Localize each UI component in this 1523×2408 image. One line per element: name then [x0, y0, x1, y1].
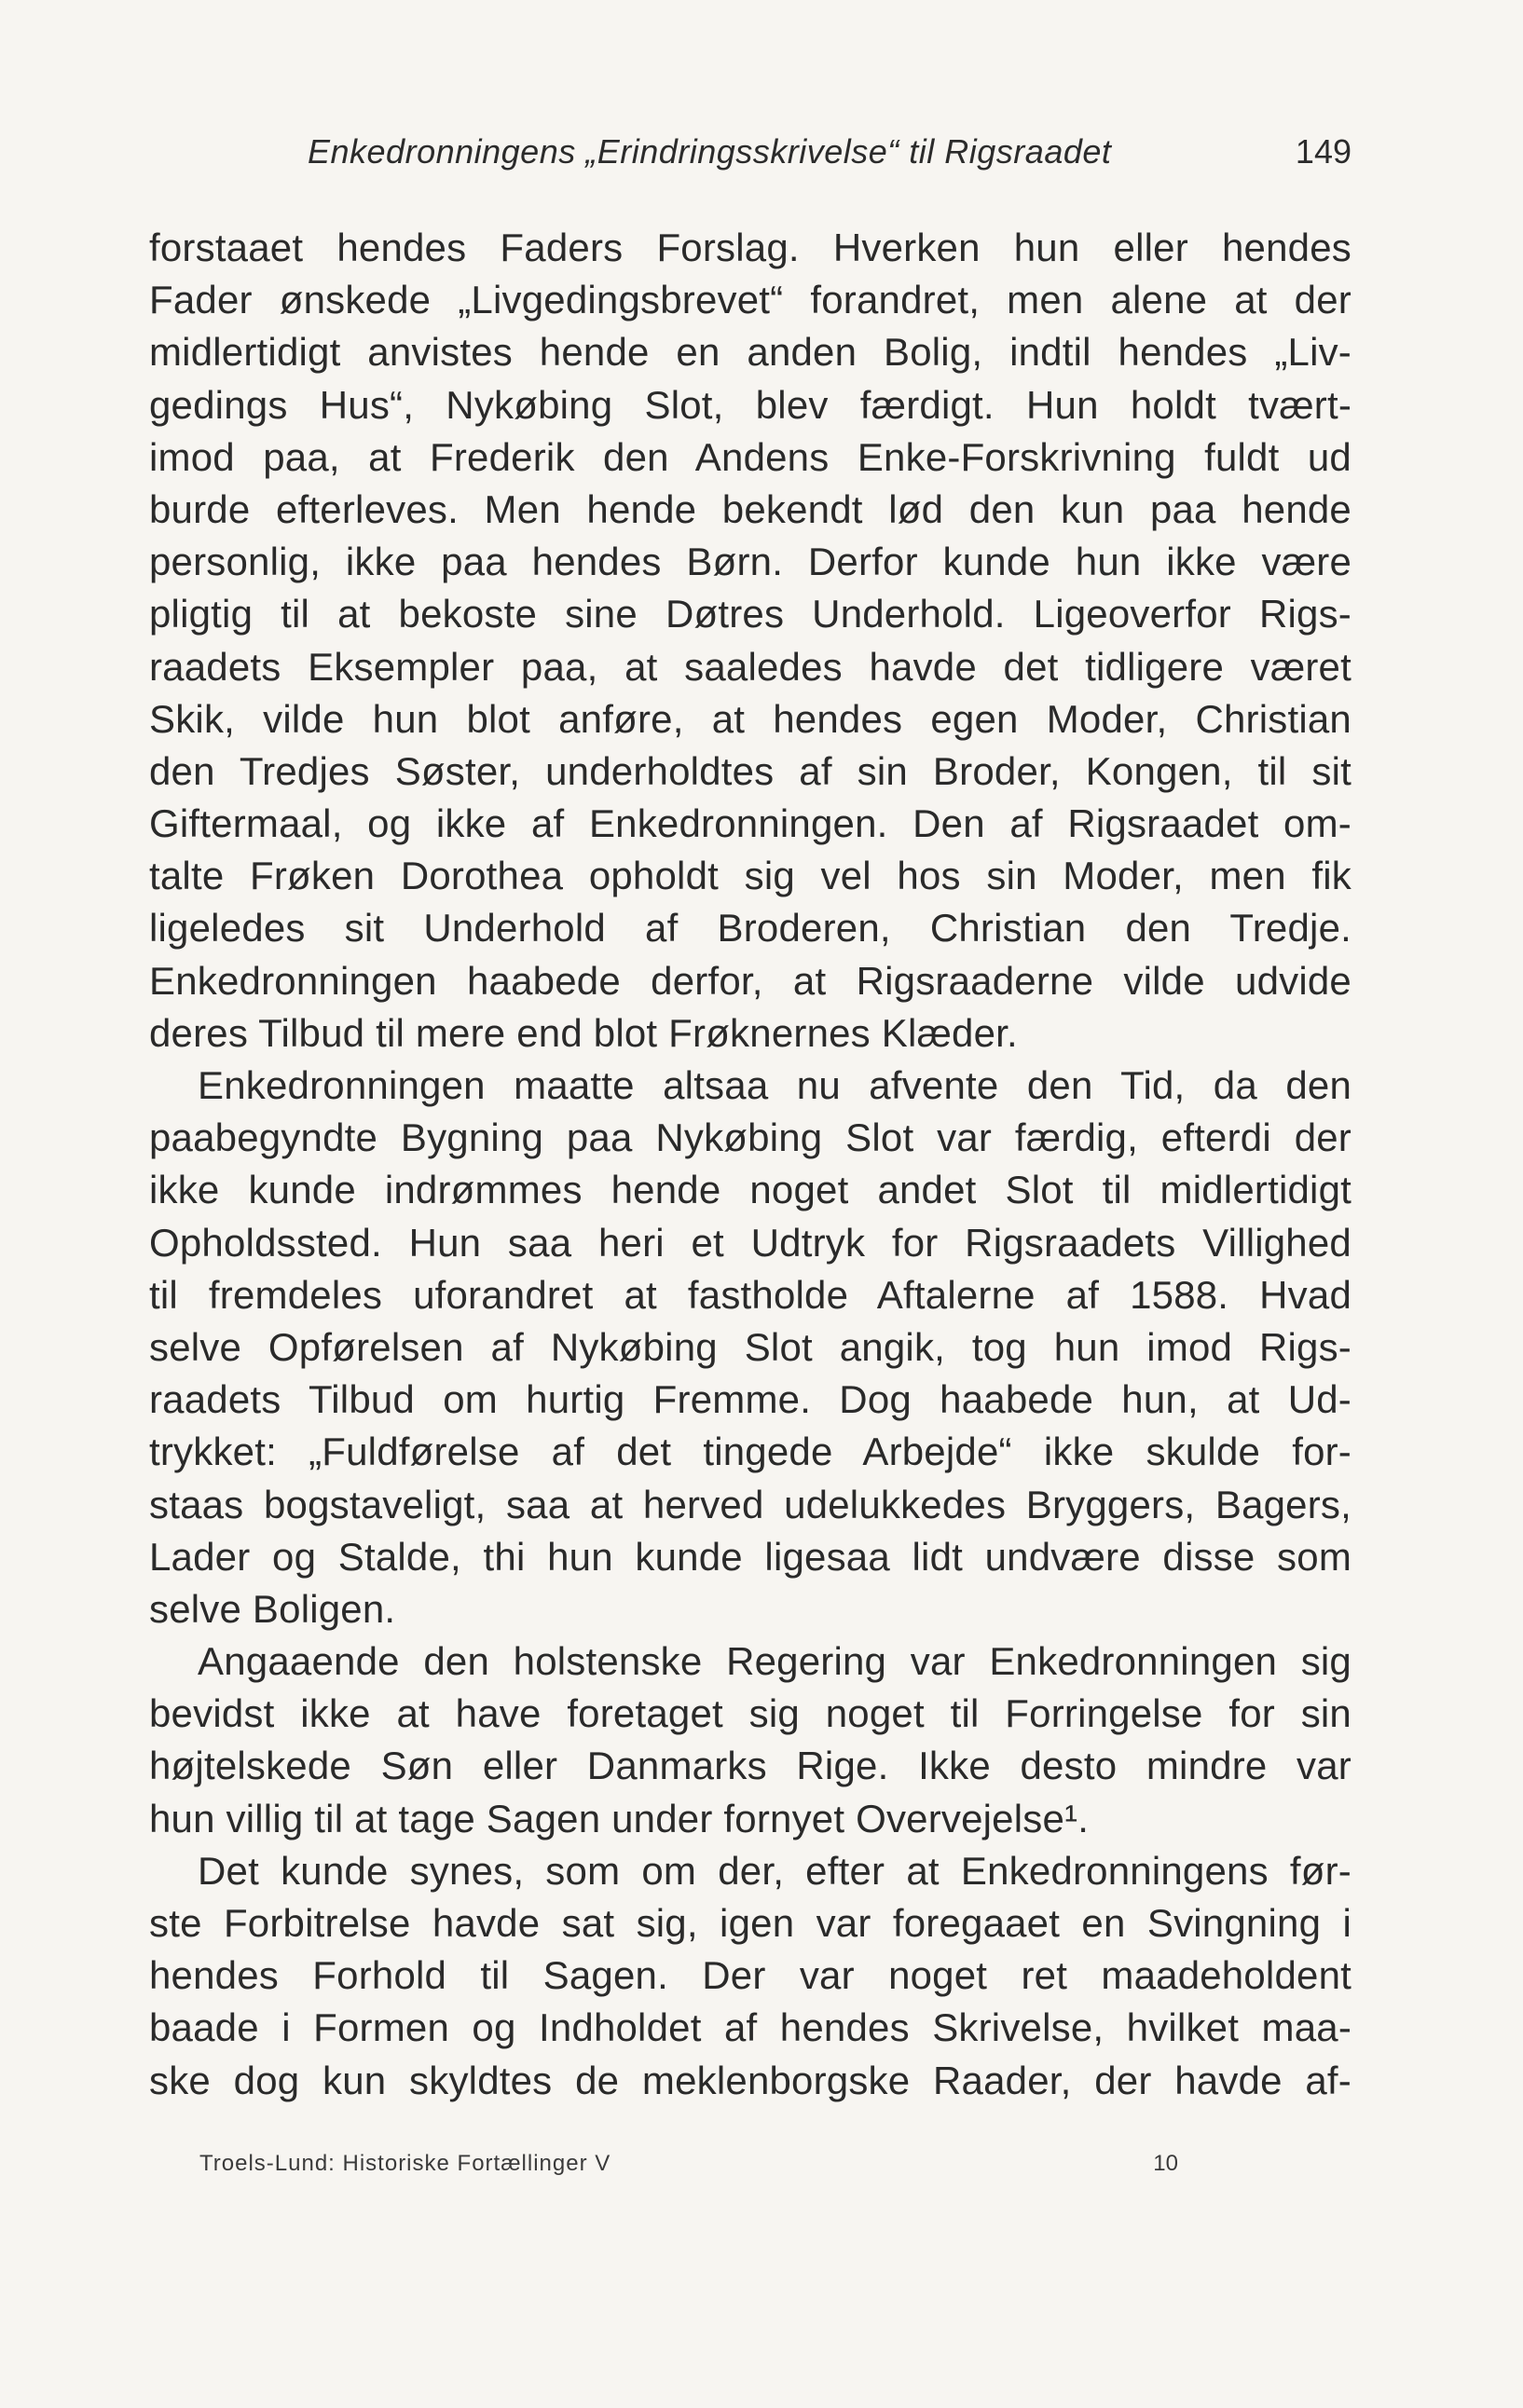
page-number: 149 [1295, 132, 1351, 171]
footer [199, 2151, 1178, 2184]
text-line: ikke kunde indrømmes hende noget andet Slot til midlertidigt [149, 1168, 1351, 1212]
text-line: selve Opførelsen af Nykøbing Slot angik, tog hun imod Rigs- [149, 1324, 1351, 1369]
text-line: ligeledes sit Underhold af Broderen, Christian den Tredje. [149, 906, 1351, 951]
text-line: Giftermaal, og ikke af Enkedronningen. Den af Rigsraadet om- [149, 801, 1351, 846]
text-line: Lader og Stalde, thi hun kunde ligesaa lidt undvære disse som [149, 1534, 1351, 1579]
footer-source: Troels-Lund: Historiske Fortællinger V [199, 2151, 611, 2176]
text-line: Skik, vilde hun blot anføre, at hendes egen Moder, Christian [149, 696, 1351, 741]
text-line: højtelskede Søn eller Danmarks Rige. Ikke desto mindre var [149, 1744, 1351, 1788]
text-line: den Tredjes Søster, underholdtes af sin Broder, Kongen, til sit [149, 748, 1351, 793]
text-line: til fremdeles uforandret at fastholde Aftalerne af 1588. Hvad [149, 1272, 1351, 1317]
running-head [308, 132, 1351, 179]
body-text [149, 222, 1351, 2107]
text-line: staas bogstaveligt, saa at herved udelukkedes Bryggers, Bagers, [149, 1482, 1351, 1526]
text-line: Enkedronningen haabede derfor, at Rigsraaderne vilde udvide [149, 958, 1351, 1003]
text-line: bevidst ikke at have foretaget sig noget til Forringelse for sin [149, 1691, 1351, 1736]
text-line: baade i Formen og Indholdet af hendes Skrivelse, hvilket maa- [149, 2005, 1351, 2050]
text-line: Enkedronningen maatte altsaa nu afvente den Tid, da den [198, 1063, 1351, 1107]
text-line: personlig, ikke paa hendes Børn. Derfor kunde hun ikke være [149, 540, 1351, 584]
text-line: imod paa, at Frederik den Andens Enke-Forskrivning fuldt ud [149, 434, 1351, 479]
text-line: raadets Eksempler paa, at saaledes havde det tidligere været [149, 644, 1351, 689]
text-line: Angaaende den holstenske Regering var Enkedronningen sig [198, 1639, 1351, 1684]
text-line: hun villig til at tage Sagen under fornyet Overvejelse¹. [149, 1796, 1090, 1840]
text-line: pligtig til at bekoste sine Døtres Underhold. Ligeoverfor Rigs- [149, 592, 1351, 636]
running-title: Enkedronningens „Erindringsskrivelse“ til Rigsraadet [308, 132, 1112, 171]
text-line: burde efterleves. Men hende bekendt lød den kun paa hende [149, 486, 1351, 531]
text-line: raadets Tilbud om hurtig Fremme. Dog haabede hun, at Ud- [149, 1377, 1351, 1422]
text-line: talte Frøken Dorothea opholdt sig vel hos sin Moder, men fik [149, 854, 1351, 898]
footer-signature: 10 [1153, 2151, 1178, 2176]
text-line: Fader ønskede „Livgedingsbrevet“ forandret, men alene at der [149, 278, 1351, 322]
text-line: forstaaet hendes Faders Forslag. Hverken hun eller hendes [149, 226, 1351, 269]
text-line: ste Forbitrelse havde sat sig, igen var foregaaet en Svingning i [149, 1901, 1351, 1945]
text-line: gedings Hus“, Nykøbing Slot, blev færdigt. Hun holdt tvært- [149, 382, 1351, 427]
text-line: selve Boligen. [149, 1586, 396, 1631]
text-line: deres Tilbud til mere end blot Frøknernes Klæder. [149, 1010, 1018, 1055]
text-line: midlertidigt anvistes hende en anden Bolig, indtil hendes „Liv- [149, 330, 1351, 375]
text-line: trykket: „Fuldførelse af det tingede Arbejde“ ikke skulde for- [149, 1430, 1351, 1474]
text-line: Opholdssted. Hun saa heri et Udtryk for Rigsraadets Villighed [149, 1220, 1351, 1265]
text-line: hendes Forhold til Sagen. Der var noget ret maadeholdent [149, 1953, 1351, 1998]
text-line: paabegyndte Bygning paa Nykøbing Slot var færdig, efterdi der [149, 1115, 1351, 1160]
text-line: ske dog kun skyldtes de meklenborgske Raader, der havde af- [149, 2058, 1351, 2102]
text-line: Det kunde synes, som om der, efter at Enkedronningens før- [198, 1848, 1351, 1893]
